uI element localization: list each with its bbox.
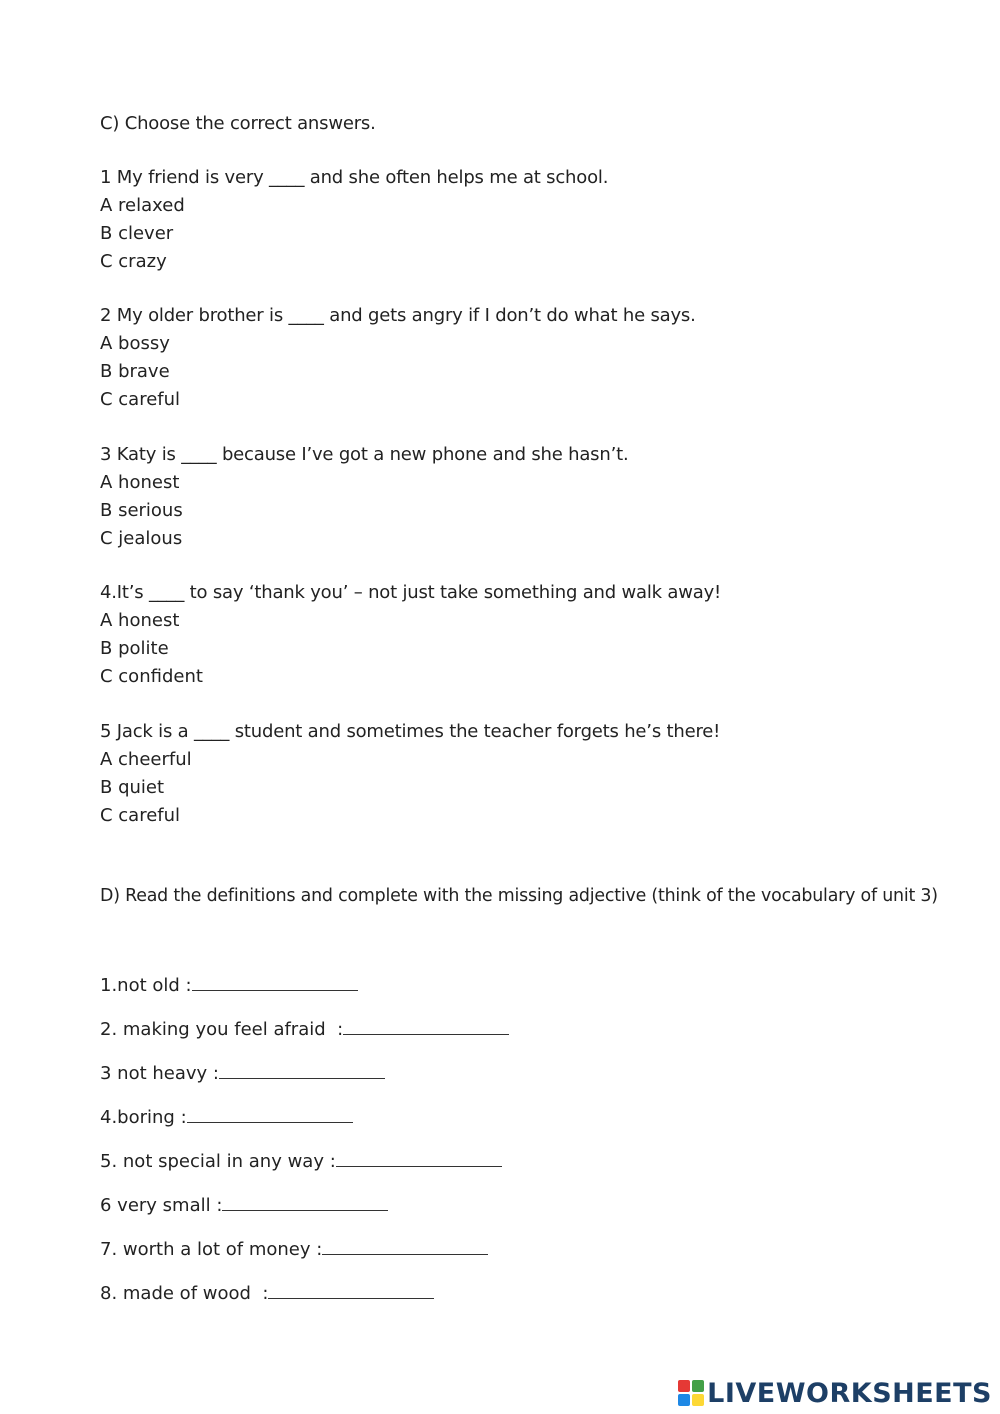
question-2-option-a[interactable]: A bossy bbox=[100, 333, 170, 354]
definition-4 bbox=[100, 1104, 353, 1130]
logo-mark-icon bbox=[678, 1380, 704, 1406]
definition-7 bbox=[100, 1236, 488, 1262]
definition-8-label: 8. made of wood : bbox=[100, 1283, 269, 1304]
definition-7-label: 7. worth a lot of money : bbox=[100, 1239, 323, 1260]
definition-3-label: 3 not heavy : bbox=[100, 1063, 219, 1084]
logo-square-blue bbox=[678, 1394, 690, 1406]
question-3-option-b[interactable]: B serious bbox=[100, 500, 183, 521]
question-5: 5 Jack is a ____ student and sometimes the teacher forgets he’s there! bbox=[100, 721, 721, 742]
section-d-heading: D) Read the definitions and complete with the missing adjective (think of the vocabulary of unit 3) bbox=[100, 886, 938, 906]
answer-blank-3[interactable] bbox=[219, 1060, 385, 1079]
question-4-option-b[interactable]: B polite bbox=[100, 638, 169, 659]
logo-text: LIVEWORKSHEETS bbox=[707, 1377, 992, 1409]
answer-blank-1[interactable] bbox=[192, 972, 358, 991]
question-5-option-a[interactable]: A cheerful bbox=[100, 749, 192, 770]
definition-2 bbox=[100, 1016, 509, 1042]
definition-5 bbox=[100, 1148, 502, 1174]
question-5-option-c[interactable]: C careful bbox=[100, 805, 181, 826]
question-3: 3 Katy is ____ because I’ve got a new phone and she hasn’t. bbox=[100, 444, 629, 465]
definition-6-label: 6 very small : bbox=[100, 1195, 223, 1216]
question-5-option-b[interactable]: B quiet bbox=[100, 777, 165, 798]
answer-blank-8[interactable] bbox=[268, 1280, 434, 1299]
definition-5-label: 5. not special in any way : bbox=[100, 1151, 336, 1172]
question-1-option-c[interactable]: C crazy bbox=[100, 251, 167, 272]
question-2-option-c[interactable]: C careful bbox=[100, 389, 181, 410]
definition-3 bbox=[100, 1060, 385, 1086]
definition-4-label: 4.boring : bbox=[100, 1107, 187, 1128]
definition-1-label: 1.not old : bbox=[100, 975, 192, 996]
question-1-option-a[interactable]: A relaxed bbox=[100, 195, 185, 216]
question-2: 2 My older brother is ____ and gets angry if I don’t do what he says. bbox=[100, 305, 696, 326]
logo-square-yellow bbox=[692, 1394, 704, 1406]
question-3-option-a[interactable]: A honest bbox=[100, 472, 180, 493]
question-4-option-a[interactable]: A honest bbox=[100, 610, 180, 631]
answer-blank-4[interactable] bbox=[187, 1104, 353, 1123]
definition-8 bbox=[100, 1280, 434, 1306]
question-1: 1 My friend is very ____ and she often helps me at school. bbox=[100, 167, 609, 188]
answer-blank-7[interactable] bbox=[322, 1236, 488, 1255]
answer-blank-5[interactable] bbox=[336, 1148, 502, 1167]
definition-1 bbox=[100, 972, 358, 998]
question-2-option-b[interactable]: B brave bbox=[100, 361, 170, 382]
definition-2-label: 2. making you feel afraid : bbox=[100, 1019, 344, 1040]
question-4-option-c[interactable]: C confident bbox=[100, 666, 203, 687]
logo-square-red bbox=[678, 1380, 690, 1392]
liveworksheets-logo bbox=[678, 1378, 992, 1408]
question-4: 4.It’s ____ to say ‘thank you’ – not just take something and walk away! bbox=[100, 582, 722, 603]
answer-blank-6[interactable] bbox=[222, 1192, 388, 1211]
definition-6 bbox=[100, 1192, 388, 1218]
section-c-heading: C) Choose the correct answers. bbox=[100, 113, 376, 134]
question-1-option-b[interactable]: B clever bbox=[100, 223, 174, 244]
question-3-option-c[interactable]: C jealous bbox=[100, 528, 183, 549]
answer-blank-2[interactable] bbox=[343, 1016, 509, 1035]
logo-square-green bbox=[692, 1380, 704, 1392]
